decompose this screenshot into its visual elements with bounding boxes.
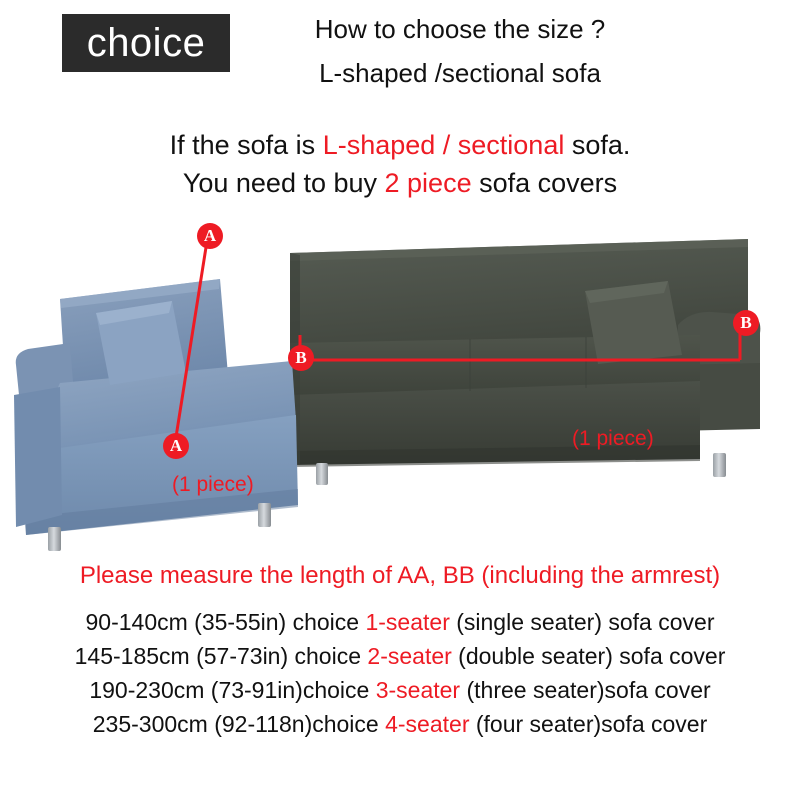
marker-b-right: B [733,310,759,336]
piece-label-right: (1 piece) [572,427,654,450]
intro-line-1 [0,126,800,164]
sofa-illustration [0,215,800,555]
intro-line-1-post: sofa. [564,130,631,160]
marker-a-bottom: A [163,433,189,459]
marker-a-top: A [197,223,223,249]
choice-badge: choice [62,14,230,72]
intro-line-2-pre: You need to buy [182,168,385,198]
intro-text [0,126,800,202]
size-row-3-seater: 3-seater [375,677,461,703]
size-row-1-seater: 1-seater [365,609,450,635]
intro-line-1-highlight: L-shaped / sectional [322,130,565,160]
size-row-2 [0,639,800,673]
measure-note: Please measure the length of AA, BB (including the armrest) [79,562,721,589]
size-row-4-suffix: (four seater)sofa cover [469,711,708,737]
size-row-1-suffix: (single seater) sofa cover [449,609,715,635]
size-row-3 [0,673,800,707]
intro-line-1-pre: If the sofa is [169,130,323,160]
size-row-3-suffix: (three seater)sofa cover [460,677,711,703]
intro-line-2 [0,164,800,202]
intro-line-2-post: sofa covers [471,168,618,198]
size-row-2-suffix: (double seater) sofa cover [451,643,726,669]
size-row-3-range: 190-230cm (73-91in)choice [89,677,376,703]
size-list [0,605,800,741]
size-row-2-range: 145-185cm (57-73in) choice [74,643,368,669]
page-subtitle: L-shaped /sectional sofa [319,58,601,88]
size-row-2-seater: 2-seater [367,643,452,669]
intro-line-2-highlight: 2 piece [384,168,472,198]
page-title: How to choose the size ? [314,14,606,44]
size-row-4 [0,707,800,741]
size-row-1-range: 90-140cm (35-55in) choice [85,609,366,635]
marker-b-left: B [288,345,314,371]
piece-label-left: (1 piece) [172,473,254,496]
size-row-4-range: 235-300cm (92-118n)choice [92,711,386,737]
size-row-1 [0,605,800,639]
size-row-4-seater: 4-seater [385,711,470,737]
